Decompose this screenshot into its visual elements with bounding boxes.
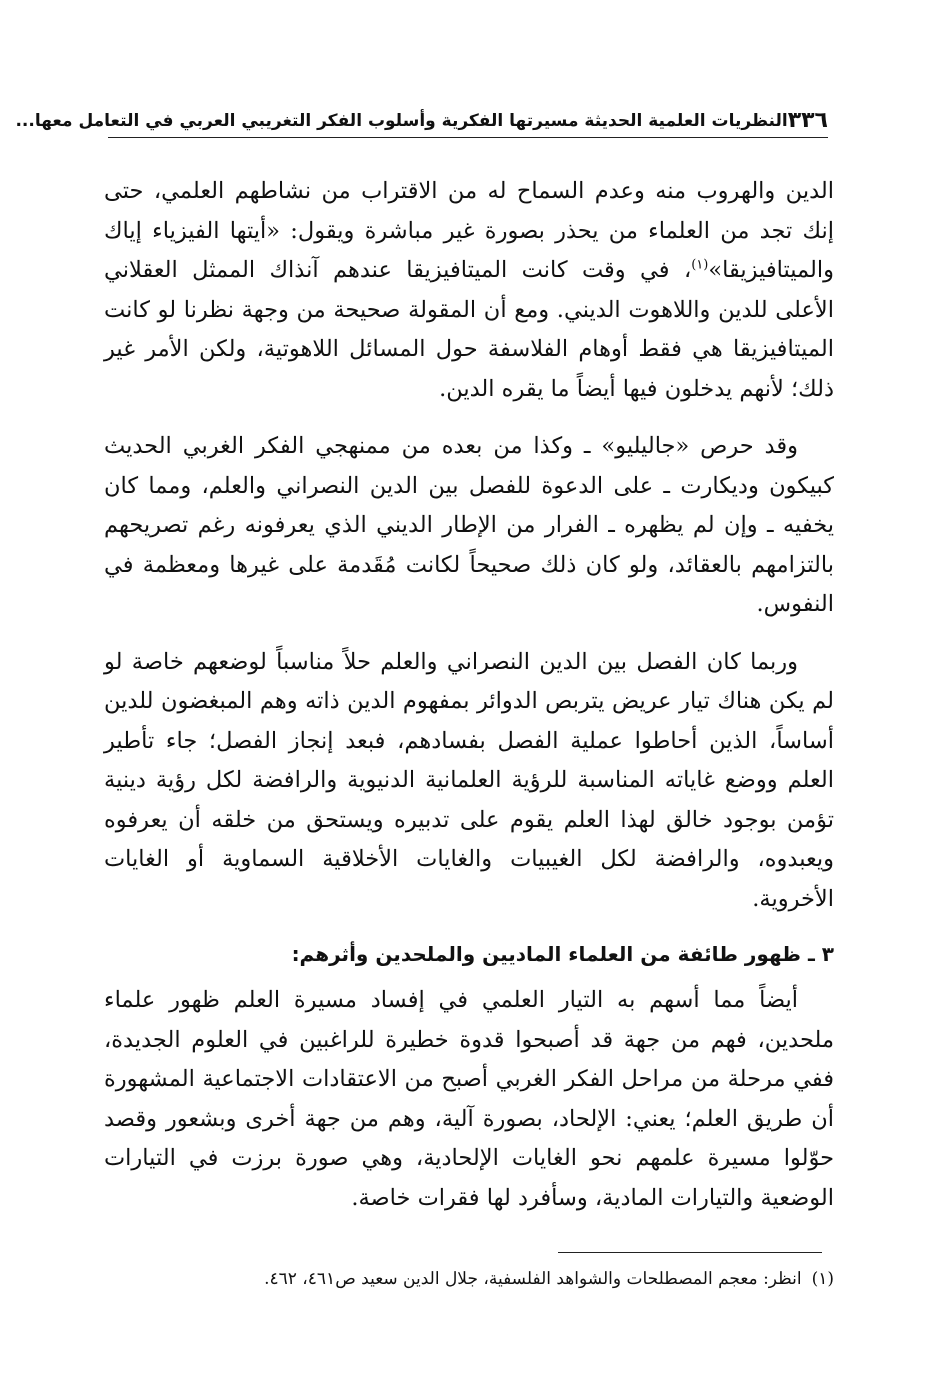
paragraph-2: وقد حرص «جاليليو» ـ وكذا من بعده من ممنهجي الفكر الغربي الحديث كبيكون وديكارت ـ على الدعوة للفصل بين الدين النصراني والعلم، ومما كان يخفيه ـ وإن لم يظهره ـ الفرار من الإطار الديني الذي يعرفونه رغم تصريحهم بالتزامهم بالعقائد، ولو كان ذلك صحيحاً لكانت مُقَدمة على غيرها ومعظمة في النفوس. — [104, 433, 834, 617]
page-header — [15, 104, 828, 138]
paragraph-1-text: الدين والهروب منه وعدم السماح له من الاقتراب من نشاطهم العلمي، حتى إنك تجد من العلماء من يحذر بصورة غير مباشرة ويقول: «أيتها الفيزياء إياك والميتافيزيقا» — [104, 178, 834, 283]
paragraph-1 — [104, 172, 834, 409]
footnote-mark: (١) — [811, 1269, 834, 1289]
paragraph-3: وربما كان الفصل بين الدين النصراني والعلم حلاً مناسباً لوضعهم خاصة لو لم يكن هناك تيار عريض يتربص الدوائر بمفهوم الدين ذاته وهم المبغضون للدين أساساً، الذين أحاطوا عملية الفصل بفسادهم، فبعد إنجاز الفصل؛ جاء تأطير العلم ووضع غاياته المناسبة للرؤية العلمانية الدنيوية والرافضة لكل رؤية دينية تؤمن بوجود خالق لهذا العلم يقوم على تدبيره ويستحق من خلقه أن يعرفوه ويعبدوه، والرافضة لكل الغيبيات والغايات الأخلاقية السماوية أو الغايات الأخروية. — [104, 648, 834, 912]
section-heading: ٣ ـ ظهور طائفة من العلماء الماديين والملحدين وأثرهم: — [291, 942, 834, 966]
paragraph-4: أيضاً مما أسهم به التيار العلمي في إفساد مسيرة العلم ظهور علماء ملحدين، فهم من جهة قد أصبحوا قدوة خطيرة للراغبين في العلوم الجديدة، ففي مرحلة من مراحل الفكر الغربي أصبح من الاعتقادات الاجتماعية المشهورة أن طريق العلم؛ يعني: الإلحاد، بصورة آلية، وهم من جهة أخرى وبشعور وقصد حوّلوا مسيرة علمهم نحو الغايات الإلحادية، وهي صورة برزت في التيارات الوضعية والتيارات المادية، وسأفرد لها فقرات خاصة. — [104, 987, 834, 1211]
running-title: النظريات العلمية الحديثة مسيرتها الفكرية وأسلوب الفكر التغريبي العربي في التعامل معها... — [15, 110, 788, 131]
body-text — [104, 172, 834, 1236]
footnote-divider — [558, 1252, 822, 1253]
page-number: ٣٣٦ — [787, 108, 828, 133]
paragraph-1-continuation: ، في وقت كانت الميتافيزيقا عندهم آنذاك الممثل العقلاني الأعلى للدين واللاهوت الديني. ومع أن المقولة صحيحة من وجهة نظرنا لو كانت الميتافيزيقا هي فقط أوهام الفلاسفة حول المسائل اللاهوتية، ولكن الأمر غير ذلك؛ لأنهم يدخلون فيها أيضاً ما يقره الدين. — [104, 257, 834, 402]
footnote-reference[interactable]: (١) — [691, 257, 709, 273]
footnote-text: انظر: معجم المصطلحات والشواهد الفلسفية، جلال الدين سعيد ص٤٦١، ٤٦٢. — [264, 1269, 802, 1289]
footnote — [104, 1264, 834, 1294]
